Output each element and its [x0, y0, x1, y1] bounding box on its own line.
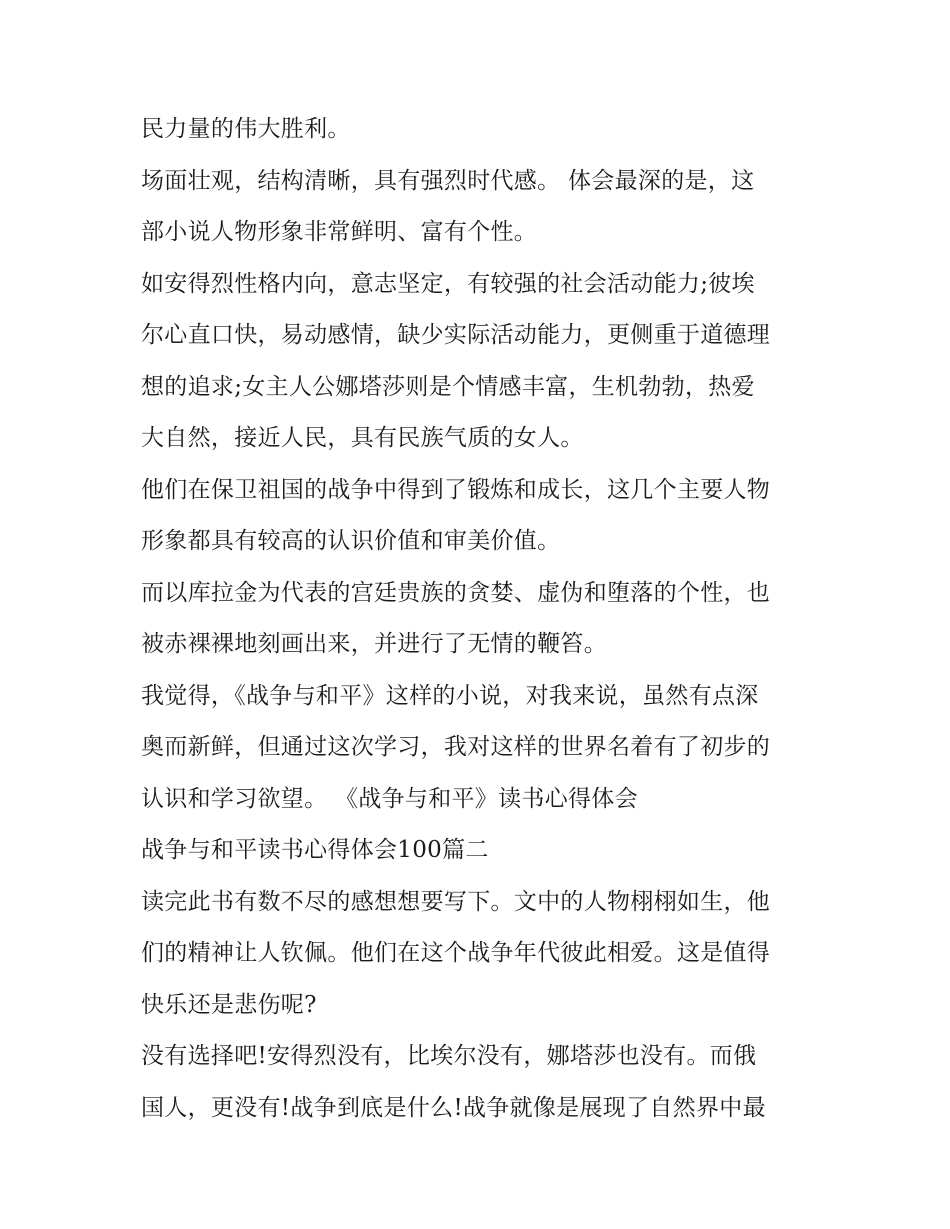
text-line: 我觉得，《战争与和平》这样的小说，对我来说，虽然有点深: [141, 682, 759, 709]
text-line: 而以库拉金为代表的宫廷贵族的贪婪、虚伪和堕落的个性，也: [141, 579, 771, 606]
text-line: 们的精神让人钦佩。他们在这个战争年代彼此相爱。这是值得: [141, 940, 771, 966]
text-line: 如安得烈性格内向，意志坚定，有较强的社会活动能力;彼埃: [141, 270, 755, 297]
text-line: 想的追求;女主人公娜塔莎则是个情感丰富，生机勃勃，热爱: [141, 373, 755, 400]
text-line: 被赤裸裸地刻画出来，并进行了无情的鞭笞。: [141, 631, 607, 657]
text-line: 场面壮观，结构清晰，具有强烈时代感。 体会最深的是，这: [141, 167, 755, 194]
text-line: 他们在保卫祖国的战争中得到了锻炼和成长，这几个主要人物: [141, 476, 771, 503]
text-line: 形象都具有较高的认识价值和审美价值。: [141, 528, 561, 554]
section-heading: 战争与和平读书心得体会100篇二: [141, 837, 489, 863]
text-line: 部小说人物形象非常鲜明、富有个性。: [141, 219, 538, 245]
text-line: 快乐还是悲伤呢?: [141, 991, 317, 1018]
text-line: 认识和学习欲望。 《战争与和平》读书心得体会: [141, 785, 638, 812]
text-line: 奥而新鲜，但通过这次学习，我对这样的世界名着有了初步的: [141, 734, 771, 760]
text-line: 尔心直口快，易动感情，缺少实际活动能力，更侧重于道德理: [141, 322, 771, 348]
text-line: 民力量的伟大胜利。: [141, 116, 351, 142]
text-line: 读完此书有数不尽的感想想要写下。文中的人物栩栩如生，他: [141, 888, 771, 915]
document-body: [141, 104, 821, 1134]
text-line: 大自然，接近人民，具有民族气质的女人。: [141, 425, 584, 451]
text-line: 国人，更没有!战争到底是什么!战争就像是展现了自然界中最: [141, 1094, 766, 1121]
text-line: 没有选择吧!安得烈没有，比埃尔没有，娜塔莎也没有。而俄: [141, 1043, 757, 1069]
